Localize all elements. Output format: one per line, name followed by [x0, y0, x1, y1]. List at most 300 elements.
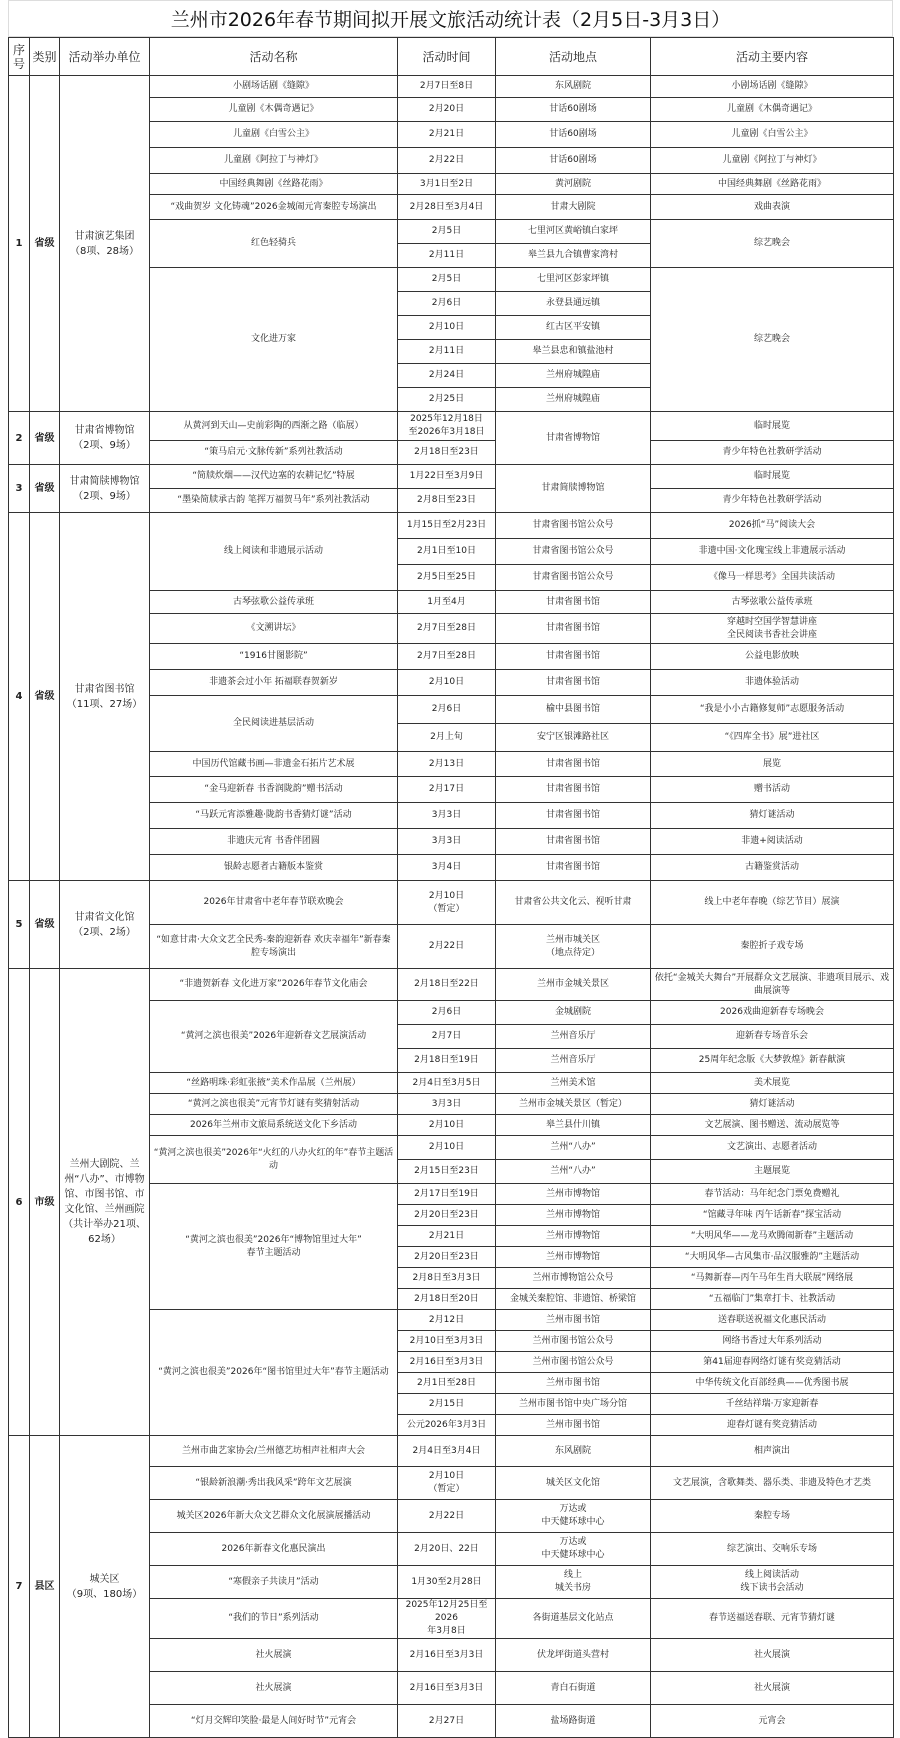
activity-time-line2: 至2026年3月18日: [408, 427, 485, 437]
table-row: [9, 1436, 894, 1467]
activity-time-line2: 年3月8日: [427, 1626, 466, 1636]
table-row: [9, 513, 894, 539]
activity-place: [496, 1566, 651, 1599]
activity-place: 兰州府城隍庙: [496, 364, 651, 388]
activity-time-line1: 2月10日: [428, 1471, 465, 1481]
activity-time: 1月22日至3月9日: [398, 465, 496, 489]
group-organizer-line2: （2项、9场）: [73, 440, 136, 451]
activity-time: 2月上旬: [398, 724, 496, 752]
activity-time: 2月18日至22日: [398, 969, 496, 1001]
activity-content-line1: 线上阅读活动: [744, 1570, 799, 1580]
activity-content: 网络书香过大年系列活动: [651, 1331, 894, 1352]
activity-place: 甘肃省图书馆: [496, 614, 651, 644]
activity-name: 非遗茶会过小年 拓福联春贺新岁: [150, 670, 398, 696]
activity-time: 3月1日至2日: [398, 174, 496, 195]
activity-time: 公元2026年3月3日: [398, 1415, 496, 1436]
activity-content: “马舞新春—丙午马年生肖大联展”网络展: [651, 1268, 894, 1289]
activity-content: 社火展演: [651, 1639, 894, 1672]
table-row: [9, 412, 894, 441]
activity-content: “五福临门”集章打卡、社教活动: [651, 1289, 894, 1310]
activity-place: 皋兰县九合镇曹家湾村: [496, 244, 651, 268]
activity-time: 2月10日: [398, 316, 496, 340]
activity-content: 儿童剧《阿拉丁与神灯》: [651, 148, 894, 174]
activity-content: 临时展览: [651, 412, 894, 441]
activity-place: 各街道基层文化站点: [496, 1599, 651, 1639]
activity-content: 公益电影放映: [651, 644, 894, 670]
activity-time: 2月4日至3月4日: [398, 1436, 496, 1467]
activity-place-line2: （地点待定）: [545, 947, 600, 958]
group-number: 1: [9, 76, 30, 412]
group-organizer: [60, 513, 150, 881]
activity-name: 小剧场话剧《缝隙》: [150, 76, 398, 98]
activity-place: 七里河区黄峪镇白家坪: [496, 220, 651, 244]
activity-place: 盐场路街道: [496, 1705, 651, 1738]
activity-place: 甘肃简牍博物馆: [496, 465, 651, 513]
table-header-row: [9, 38, 894, 76]
activity-time: 2月8日至3月3日: [398, 1268, 496, 1289]
header-activity-time: 活动时间: [398, 38, 496, 76]
activity-place: 甘肃省图书馆: [496, 752, 651, 777]
activity-time: 2月24日: [398, 364, 496, 388]
activity-name: “马跃元宵添雅趣·陇韵书香猜灯谜”活动: [150, 803, 398, 829]
activity-name: 儿童剧《白雪公主》: [150, 122, 398, 148]
group-category: 省级: [30, 76, 60, 412]
activity-place: 黄河剧院: [496, 174, 651, 195]
activity-content: “《四库全书》展”进社区: [651, 724, 894, 752]
activity-time: 2月6日: [398, 1001, 496, 1025]
group-organizer-line1: 兰州大剧院、兰州“八办”、市博物馆、市图书馆、市文化馆、兰州画院: [64, 1159, 145, 1215]
activity-time: 1月15日至2月23日: [398, 513, 496, 539]
activity-name: “黄河之滨也很美”2026年“火红的八办火红的年”春节主题活动: [150, 1136, 398, 1184]
activity-name: “1916甘图影院”: [150, 644, 398, 670]
activity-name: 社火展演: [150, 1672, 398, 1705]
activity-place: [496, 1533, 651, 1566]
group-organizer-line2: （2项、2场）: [73, 926, 136, 938]
activity-time: 2月20日、22日: [398, 1533, 496, 1566]
page-title: 兰州市2026年春节期间拟开展文旅活动统计表（2月5日-3月3日）: [8, 0, 893, 37]
activity-name: “我们的节日”系列活动: [150, 1599, 398, 1639]
activity-time: 2月25日: [398, 388, 496, 412]
activity-name: 2026年甘肃省中老年春节联欢晚会: [150, 881, 398, 925]
group-organizer-line1: 甘肃省图书馆: [74, 683, 135, 695]
group-category: 市级: [30, 969, 60, 1436]
group-organizer: [60, 76, 150, 412]
header-category: 类别: [30, 38, 60, 76]
activity-time: 2月10日: [398, 670, 496, 696]
activity-place: 青白石街道: [496, 1672, 651, 1705]
activity-content: 文艺展演、图书赠送、流动展览等: [651, 1115, 894, 1136]
activity-time: 2月10日: [398, 1115, 496, 1136]
activity-place: 甘肃省图书馆: [496, 591, 651, 614]
activity-content: 中国经典舞剧《丝路花雨》: [651, 174, 894, 195]
activity-time: 2月7日至28日: [398, 614, 496, 644]
activity-content: 迎新春专场音乐会: [651, 1025, 894, 1049]
activity-place: 兰州市图书馆公众号: [496, 1331, 651, 1352]
activity-content: 春节送福送春联、元宵节猜灯谜: [651, 1599, 894, 1639]
activity-content: 《像马一样思考》全国共读活动: [651, 565, 894, 591]
activity-name: “简牍炊烟——汉代边塞的农耕记忆”特展: [150, 465, 398, 489]
activity-place-line1: 兰州市城关区: [545, 934, 600, 945]
activity-content: 古琴弦歌公益传承班: [651, 591, 894, 614]
activity-time: 2月7日至28日: [398, 644, 496, 670]
activity-name: 线上阅读和非遗展示活动: [150, 513, 398, 591]
activity-table: [8, 37, 894, 1738]
activity-place: 甘话60剧场: [496, 148, 651, 174]
activity-time: 2月20日至23日: [398, 1247, 496, 1268]
activity-content: 儿童剧《白雪公主》: [651, 122, 894, 148]
activity-place: 兰州市博物馆: [496, 1205, 651, 1226]
activity-place: 兰州“八办”: [496, 1160, 651, 1184]
group-number: 7: [9, 1436, 30, 1738]
activity-place: 甘肃省图书馆: [496, 829, 651, 855]
group-organizer: [60, 412, 150, 465]
activity-content: 非遗+阅读活动: [651, 829, 894, 855]
activity-place: 榆中县图书馆: [496, 696, 651, 724]
activity-content: 非遗体验活动: [651, 670, 894, 696]
activity-place: 兰州市图书馆: [496, 1415, 651, 1436]
activity-content: 综艺晚会: [651, 220, 894, 268]
activity-time: 2月12日: [398, 1310, 496, 1331]
group-number: 6: [9, 969, 30, 1436]
group-category: 省级: [30, 881, 60, 969]
activity-content: 古籍鉴赏活动: [651, 855, 894, 881]
activity-time: 2月16日至3月3日: [398, 1672, 496, 1705]
activity-content: 主题展览: [651, 1160, 894, 1184]
activity-name: “非遗贺新春 文化进万家”2026年春节文化庙会: [150, 969, 398, 1001]
activity-place: 兰州市博物馆: [496, 1247, 651, 1268]
activity-place: 甘话60剧场: [496, 122, 651, 148]
activity-name: “墨染简牍承古韵 笔挥万福贺马年”系列社教活动: [150, 489, 398, 513]
activity-name: “黄河之滨也很美”2026年迎新春文艺展演活动: [150, 1001, 398, 1073]
activity-time: 2月8日至23日: [398, 489, 496, 513]
activity-content: 中华传统文化百部经典——优秀图书展: [651, 1373, 894, 1394]
activity-name-line1: “黄河之滨也很美”2026年“博物馆里过大年”: [185, 1234, 362, 1245]
activity-content: 戏曲表演: [651, 195, 894, 220]
activity-place: 安宁区银滩路社区: [496, 724, 651, 752]
activity-name-line2: 春节主题活动: [246, 1247, 301, 1258]
activity-time: 2月4日至3月5日: [398, 1073, 496, 1094]
activity-place-line2: 中天健环球中心: [541, 1517, 605, 1527]
activity-name: “策马启元·文脉传新”系列社教活动: [150, 441, 398, 465]
activity-content: 千丝结祥瑞·万家迎新春: [651, 1394, 894, 1415]
activity-content: 社火展演: [651, 1672, 894, 1705]
activity-name: 城关区2026年新大众文艺群众文化展演展播活动: [150, 1500, 398, 1533]
activity-content: “大明风华——龙马欢腾闹新春”主题活动: [651, 1226, 894, 1247]
activity-time: 2月11日: [398, 340, 496, 364]
activity-name: [150, 1184, 398, 1310]
activity-name: “黄河之滨也很美”元宵节灯谜有奖猜射活动: [150, 1094, 398, 1115]
activity-time: 2月10日至3月3日: [398, 1331, 496, 1352]
activity-time: 2月11日: [398, 244, 496, 268]
activity-place: 甘肃省图书馆公众号: [496, 565, 651, 591]
activity-time: 2月22日: [398, 1500, 496, 1533]
activity-time: 2月18日至19日: [398, 1049, 496, 1073]
header-activity-content: 活动主要内容: [651, 38, 894, 76]
activity-content: [651, 1566, 894, 1599]
activity-place: 兰州市图书馆: [496, 1373, 651, 1394]
activity-place: 红古区平安镇: [496, 316, 651, 340]
group-organizer-line2: （2项、9场）: [73, 490, 136, 502]
activity-content: 赠书活动: [651, 777, 894, 803]
activity-content: 猜灯谜活动: [651, 1094, 894, 1115]
activity-name: “戏曲贺岁 文化铸魂”2026金城闹元宵秦腔专场演出: [150, 195, 398, 220]
activity-name: “黄河之滨也很美”2026年“图书馆里过大年”春节主题活动: [150, 1310, 398, 1436]
activity-content: 青少年特色社教研学活动: [651, 441, 894, 465]
activity-time: 2月17日至19日: [398, 1184, 496, 1205]
activity-time: 2月7日至8日: [398, 76, 496, 98]
activity-time: 2月20日至23日: [398, 1205, 496, 1226]
activity-place-line1: 线上: [563, 1570, 582, 1580]
activity-place: 甘肃省图书馆: [496, 644, 651, 670]
activity-name: 文化进万家: [150, 268, 398, 412]
activity-time-line2: （暂定）: [428, 1484, 465, 1494]
group-organizer-line2: （8项、28场）: [69, 245, 140, 257]
activity-name: “金马迎新春 书香润陇韵”赠书活动: [150, 777, 398, 803]
activity-content: 猜灯谜活动: [651, 803, 894, 829]
activity-content: 2026戏曲迎新春专场晚会: [651, 1001, 894, 1025]
activity-content: 文艺展演，含歌舞类、器乐类、非遗及特色才艺类: [651, 1467, 894, 1500]
activity-time: 2月15日至23日: [398, 1160, 496, 1184]
activity-place-line1: 万达或: [559, 1537, 587, 1547]
activity-content: 非遗中国·文化瑰宝线上非遗展示活动: [651, 539, 894, 565]
group-organizer: [60, 969, 150, 1436]
activity-name: 儿童剧《阿拉丁与神灯》: [150, 148, 398, 174]
group-organizer: [60, 881, 150, 969]
activity-time: 2月20日: [398, 98, 496, 122]
activity-place: 皋兰县忠和镇盐池村: [496, 340, 651, 364]
activity-time: 2月1日至10日: [398, 539, 496, 565]
activity-time: 2月22日: [398, 148, 496, 174]
group-organizer-line1: 甘肃省博物馆: [74, 425, 135, 436]
activity-place: 金城关秦腔馆、非遗馆、桥梁馆: [496, 1289, 651, 1310]
activity-name: 2026年新春文化惠民演出: [150, 1533, 398, 1566]
activity-time: 1月至4月: [398, 591, 496, 614]
activity-content-line1: 穿越时空国学智慧讲座: [726, 616, 817, 627]
activity-name: 《文溯讲坛》: [150, 614, 398, 644]
group-category: 省级: [30, 465, 60, 513]
activity-time: 2月5日: [398, 268, 496, 292]
table-row: [9, 969, 894, 1001]
activity-name: “寒假亲子共读月”活动: [150, 1566, 398, 1599]
activity-content: 依托“金城关大舞台”开展群众文艺展演、非遗项目展示、戏曲展演等: [651, 969, 894, 1001]
group-category: 省级: [30, 412, 60, 465]
activity-time: 2月16日至3月3日: [398, 1639, 496, 1672]
activity-place: 永登县通远镇: [496, 292, 651, 316]
activity-place: 甘肃省图书馆: [496, 855, 651, 881]
activity-place: 兰州市金城关景区: [496, 969, 651, 1001]
activity-name: 兰州市曲艺家协会/兰州德艺坊相声社相声大会: [150, 1436, 398, 1467]
activity-content: 青少年特色社教研学活动: [651, 489, 894, 513]
activity-name: 古琴弦歌公益传承班: [150, 591, 398, 614]
activity-place: 七里河区彭家坪镇: [496, 268, 651, 292]
activity-time: 2月21日: [398, 122, 496, 148]
group-category: 省级: [30, 513, 60, 881]
table-row: [9, 881, 894, 925]
group-organizer-line2: （11项、27场）: [66, 698, 143, 710]
activity-name: “灯月交辉印笑脸·最是人间好时节”元宵会: [150, 1705, 398, 1738]
activity-time: 2月10日: [398, 1136, 496, 1160]
activity-place: 甘肃省图书馆: [496, 670, 651, 696]
activity-place: 金城剧院: [496, 1001, 651, 1025]
activity-time: 2月28日至3月4日: [398, 195, 496, 220]
activity-content: 春节活动：马年纪念门票免费赠礼: [651, 1184, 894, 1205]
activity-time: 3月4日: [398, 855, 496, 881]
group-organizer-line1: 甘肃省文化馆: [74, 911, 135, 923]
activity-time: 2月1日至28日: [398, 1373, 496, 1394]
activity-place: 甘话60剧场: [496, 98, 651, 122]
activity-content: 25周年纪念版《大梦敦煌》新春献演: [651, 1049, 894, 1073]
activity-name: 从黄河到天山—史前彩陶的西渐之路（临展）: [150, 412, 398, 441]
activity-place: [496, 1500, 651, 1533]
activity-place: 兰州市博物馆: [496, 1226, 651, 1247]
header-activity-place: 活动地点: [496, 38, 651, 76]
activity-content: “我是小小古籍修复师”志愿服务活动: [651, 696, 894, 724]
activity-content-line2: 全民阅读书香社会讲座: [726, 629, 817, 640]
activity-content: 送春联送祝福文化惠民活动: [651, 1310, 894, 1331]
activity-place: 兰州府城隍庙: [496, 388, 651, 412]
activity-place: 甘肃大剧院: [496, 195, 651, 220]
activity-time: 3月3日: [398, 829, 496, 855]
activity-content: 线上中老年春晚（综艺节目）展演: [651, 881, 894, 925]
activity-time: 2月17日: [398, 777, 496, 803]
group-organizer-line2: （9项、180场）: [66, 1588, 143, 1600]
activity-time: 1月30至2月28日: [398, 1566, 496, 1599]
activity-content: 迎春灯谜有奖竞猜活动: [651, 1415, 894, 1436]
group-organizer-line1: 甘肃简牍博物馆: [69, 475, 140, 487]
activity-time-line1: 2025年12月18日: [410, 414, 483, 424]
activity-content-line2: 线下读书会活动: [740, 1583, 804, 1593]
activity-place: 兰州音乐厅: [496, 1049, 651, 1073]
activity-time: 2月16日至3月3日: [398, 1352, 496, 1373]
group-number: 2: [9, 412, 30, 465]
activity-content: 综艺晚会: [651, 268, 894, 412]
activity-place: 城关区文化馆: [496, 1467, 651, 1500]
activity-name: 2026年兰州市文旅局系统送文化下乡活动: [150, 1115, 398, 1136]
activity-time: 2月7日: [398, 1025, 496, 1049]
table-row: [9, 465, 894, 489]
activity-time: [398, 412, 496, 441]
activity-content: 相声演出: [651, 1436, 894, 1467]
activity-time: 2月18日至20日: [398, 1289, 496, 1310]
activity-time: [398, 1467, 496, 1500]
table-row: [9, 76, 894, 98]
group-number: 4: [9, 513, 30, 881]
activity-time: 2月5日至25日: [398, 565, 496, 591]
activity-place: 兰州市图书馆中央广场分馆: [496, 1394, 651, 1415]
activity-time: 3月3日: [398, 803, 496, 829]
activity-place: 兰州市金城关景区（暂定）: [496, 1094, 651, 1115]
activity-name: “丝路明珠·彩虹张掖”美术作品展（兰州展）: [150, 1073, 398, 1094]
activity-place: 兰州“八办”: [496, 1136, 651, 1160]
activity-time: [398, 881, 496, 925]
activity-content: 小剧场话剧《缝隙》: [651, 76, 894, 98]
activity-time: 2月6日: [398, 696, 496, 724]
group-number: 3: [9, 465, 30, 513]
activity-content: 第41届迎春网络灯谜有奖竞猜活动: [651, 1352, 894, 1373]
header-organizer: 活动举办单位: [60, 38, 150, 76]
activity-content: 2026抓“马”阅读大会: [651, 513, 894, 539]
activity-name: 银龄志愿者古籍版本鉴赏: [150, 855, 398, 881]
activity-time: 2月5日: [398, 220, 496, 244]
group-category: 县区: [30, 1436, 60, 1738]
activity-place: 兰州音乐厅: [496, 1025, 651, 1049]
activity-time: 3月3日: [398, 1094, 496, 1115]
activity-time: [398, 1599, 496, 1639]
activity-name: 全民阅读进基层活动: [150, 696, 398, 752]
activity-name: “银龄新浪潮·秀出我风采”跨年文艺展演: [150, 1467, 398, 1500]
group-organizer: [60, 1436, 150, 1738]
activity-content: 儿童剧《木偶奇遇记》: [651, 98, 894, 122]
activity-content: 秦腔专场: [651, 1500, 894, 1533]
activity-time: 2月21日: [398, 1226, 496, 1247]
activity-place: 兰州市博物馆公众号: [496, 1268, 651, 1289]
activity-content: [651, 614, 894, 644]
group-number: 5: [9, 881, 30, 969]
activity-place: 甘肃省博物馆: [496, 412, 651, 465]
activity-place-line2: 城关书房: [554, 1583, 591, 1593]
activity-time: 2月6日: [398, 292, 496, 316]
activity-place: 伏龙坪街道头营村: [496, 1639, 651, 1672]
activity-place: 甘肃省图书馆公众号: [496, 539, 651, 565]
activity-content: 秦腔折子戏专场: [651, 925, 894, 969]
activity-content: “馆藏寻年味 丙午话新春”探宝活动: [651, 1205, 894, 1226]
activity-name: 中国经典舞剧《丝路花雨》: [150, 174, 398, 195]
group-organizer: [60, 465, 150, 513]
activity-content: 临时展览: [651, 465, 894, 489]
activity-place: 兰州市图书馆公众号: [496, 1352, 651, 1373]
activity-time: 2月18日至23日: [398, 441, 496, 465]
activity-place: 兰州市图书馆: [496, 1310, 651, 1331]
activity-content: 综艺演出、交响乐专场: [651, 1533, 894, 1566]
activity-name: 红色轻骑兵: [150, 220, 398, 268]
activity-name: 社火展演: [150, 1639, 398, 1672]
activity-place: 皋兰县什川镇: [496, 1115, 651, 1136]
activity-content: 展览: [651, 752, 894, 777]
group-organizer-line1: 城关区: [89, 1573, 120, 1585]
activity-content: 元宵会: [651, 1705, 894, 1738]
activity-place: 甘肃省图书馆公众号: [496, 513, 651, 539]
activity-place-line1: 万达或: [559, 1504, 587, 1514]
activity-name: 儿童剧《木偶奇遇记》: [150, 98, 398, 122]
activity-time-line2: （暂定）: [428, 903, 465, 914]
activity-time: 2月15日: [398, 1394, 496, 1415]
header-no: 序号: [9, 38, 30, 76]
activity-time: 2月27日: [398, 1705, 496, 1738]
activity-place: [496, 925, 651, 969]
activity-place: 甘肃省图书馆: [496, 777, 651, 803]
activity-place: 甘肃省公共文化云、视听甘肃: [496, 881, 651, 925]
activity-content: “大明风华—古风集市·品汉服雅韵”主题活动: [651, 1247, 894, 1268]
activity-time-line1: 2025年12月25日至2026: [405, 1600, 488, 1623]
header-activity-name: 活动名称: [150, 38, 398, 76]
activity-content: 美术展览: [651, 1073, 894, 1094]
activity-place: 兰州美术馆: [496, 1073, 651, 1094]
group-organizer-line2: （共计举办21项、62场）: [63, 1219, 146, 1245]
group-organizer-line1: 甘肃演艺集团: [74, 230, 135, 242]
activity-content: 文艺演出、志愿者活动: [651, 1136, 894, 1160]
activity-time-line1: 2月10日: [428, 890, 465, 901]
activity-time: 2月13日: [398, 752, 496, 777]
activity-time: 2月22日: [398, 925, 496, 969]
activity-name: “如意甘肃·大众文艺全民秀-秦韵迎新春 欢庆幸福年”新春秦腔专场演出: [150, 925, 398, 969]
activity-place: 兰州市博物馆: [496, 1184, 651, 1205]
activity-place: 东风剧院: [496, 1436, 651, 1467]
activity-place: 东风剧院: [496, 76, 651, 98]
table-body: [9, 76, 894, 1738]
activity-name: 中国历代馆藏书画—非遗金石拓片艺术展: [150, 752, 398, 777]
activity-place: 甘肃省图书馆: [496, 803, 651, 829]
activity-name: 非遗庆元宵 书香伴团圆: [150, 829, 398, 855]
